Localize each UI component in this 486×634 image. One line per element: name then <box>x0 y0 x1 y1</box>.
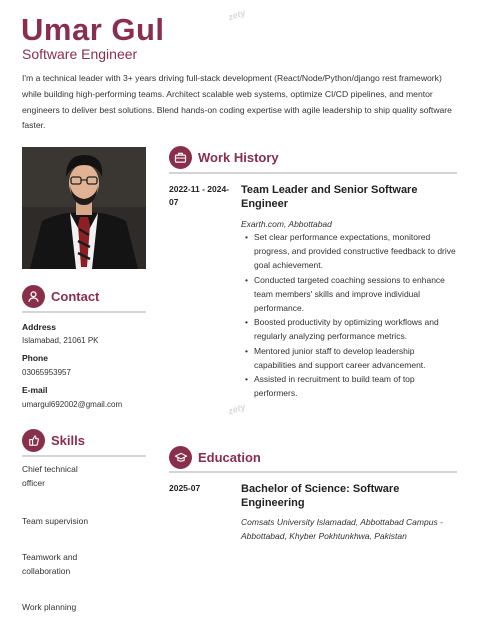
job-responsibilities <box>245 230 457 400</box>
watermark-top: zety <box>226 7 247 23</box>
education-degree: Bachelor of Science: Software Engineering <box>241 483 400 509</box>
list-item: • Mentored junior staff to develop leadership capabilities and support career advancement. <box>245 344 457 372</box>
list-item: • Boosted productivity by optimizing workflows and regularly analyzing performance metrics. <box>245 315 457 343</box>
address-value: Islamabad, 21061 PK <box>22 336 99 345</box>
resume-name: Umar Gul <box>21 12 165 47</box>
contact-section-header <box>22 285 99 308</box>
education-section-header <box>169 446 261 469</box>
education-divider <box>169 471 457 473</box>
phone-value: 03065953957 <box>22 368 71 377</box>
profile-photo <box>22 147 146 269</box>
work-history-heading: Work History <box>198 150 279 165</box>
contact-heading: Contact <box>51 289 100 304</box>
phone-label: Phone <box>22 353 48 363</box>
email-label: E-mail <box>22 385 48 395</box>
work-history-divider <box>169 172 457 174</box>
skill-item: Chief technical officer <box>22 464 78 488</box>
graduation-cap-icon <box>169 446 192 469</box>
list-item: • Conducted targeted coaching sessions to enhance team members' skills and improve individual performance. <box>245 273 457 316</box>
skill-item: Work planning <box>22 602 77 612</box>
resume-summary: I'm a technical leader with 3+ years driving full-stack development (React/Node/Python/django rest framework) while building high-performing teams. Architect scalable web systems, optimize CI/CD pipelines, and mentor engineers to deliver best solutions. Blend hands-on coding expertise with agile leadership to ship quality software faster. <box>22 73 452 131</box>
work-history-section-header <box>169 146 279 169</box>
education-heading: Education <box>198 450 261 465</box>
address-label: Address <box>22 322 57 332</box>
skills-icon <box>22 429 45 452</box>
skills-heading: Skills <box>51 433 85 448</box>
skills-section-header <box>22 429 85 452</box>
email-value: umargul692002@gmail.com <box>22 400 123 409</box>
contact-divider <box>22 311 146 313</box>
job-dates: 2022-11 - 2024-07 <box>169 184 230 207</box>
briefcase-icon <box>169 146 192 169</box>
job-title: Team Leader and Senior Software Engineer <box>241 184 418 210</box>
watermark-mid: zety <box>226 401 247 417</box>
person-icon <box>22 285 45 308</box>
resume-title: Software Engineer <box>22 46 138 62</box>
education-date: 2025-07 <box>169 483 201 493</box>
skill-item: Teamwork and collaboration <box>22 552 78 576</box>
profile-photo-illustration <box>22 147 146 269</box>
skill-item: Team supervision <box>22 516 89 526</box>
job-company: Exarth.com, Abbottabad <box>241 219 332 229</box>
list-item: • Assisted in recruitment to build team of top performers. <box>245 372 457 400</box>
education-school: Comsats University Islamadad, Abbottabad Campus - Abbottabad, Khyber Pokhtunkhwa, Pakistan <box>241 517 443 541</box>
list-item: • Set clear performance expectations, monitored progress, and provided constructive feedback to drive goal achievement. <box>245 230 457 273</box>
skills-divider <box>22 455 146 457</box>
